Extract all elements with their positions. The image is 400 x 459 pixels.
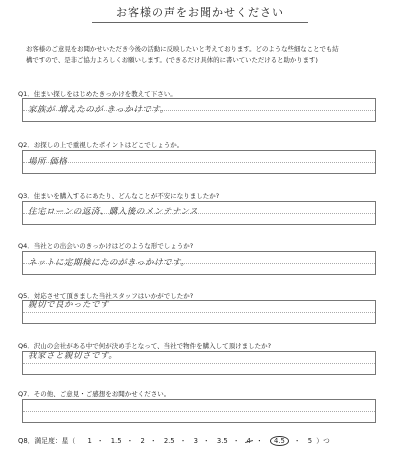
rating-option: 3: [193, 437, 198, 445]
question-7-label: Q7．その他、ご意見・ご感想をお聞かせください。: [18, 390, 171, 398]
question-7-answer-box: [22, 399, 376, 423]
rating-option: 2.5: [163, 437, 175, 445]
rating-option: 2: [140, 437, 145, 445]
intro-line-1: お客様のご意見をお聞かせいただき今後の活動に反映したいと考えております。どのような些細なことでも結: [26, 45, 339, 53]
rating-option-scribbled: 4: [246, 437, 251, 445]
question-8-rating: Q8．満足度：星（ 1 ・ 1.5 ・ 2 ・ 2.5 ・ 3 ・ 3.5 ・ 4 ・ 4.5 ・ 5 ）つ: [18, 437, 330, 445]
rating-option: 5: [307, 437, 313, 445]
question-2-label: Q2．お探しの上で重視したポイントはどこでしょうか。: [18, 141, 184, 149]
intro-text: [26, 44, 386, 66]
rating-option: 1: [87, 437, 92, 445]
title-underline: [92, 22, 308, 23]
question-3-answer: 住宅ローンの返済、購入後のメンテナンス: [28, 207, 199, 217]
rating-option: 1.5: [110, 437, 122, 445]
question-5-answer: 親切で良かったです: [28, 300, 110, 310]
question-5-label: Q5．対応させて頂きました当社スタッフはいかがでしたか?: [18, 292, 194, 300]
question-1-answer: 家族が 増えたのが きっかけです。: [28, 105, 169, 115]
question-6-label: Q6．沢山の会社がある中で何が決め手となって、当社で物件を購入して頂けましたか?: [18, 342, 272, 350]
question-3-label: Q3．住まいを購入するにあたり、どんなことが不安になりましたか?: [18, 192, 220, 200]
rating-option: 3.5: [216, 437, 228, 445]
question-8-suffix: ）つ: [316, 437, 330, 445]
intro-line-2: 構ですので、是非ご協力よろしくお願いします。(できるだけ具体的に書いていただけると助かります): [26, 56, 318, 64]
question-4-label: Q4．当社との出会いのきっかけはどのような形でしょうか?: [18, 242, 194, 250]
question-4-answer: ネットに定期検にたのがきっかけです。: [28, 258, 190, 268]
rating-option-selected: 4.5: [270, 436, 289, 446]
question-6-answer: 我家さと親切さです。: [28, 351, 118, 361]
question-8-label: Q8．満足度：星（: [18, 437, 76, 445]
question-1-label: Q1．住まい探しをはじめたきっかけを教えて下さい。: [18, 90, 177, 98]
form-title: お客様の声をお聞かせください: [116, 6, 284, 19]
question-2-answer: 場所 価格: [28, 157, 68, 167]
question-2-answer-box: [22, 150, 376, 174]
